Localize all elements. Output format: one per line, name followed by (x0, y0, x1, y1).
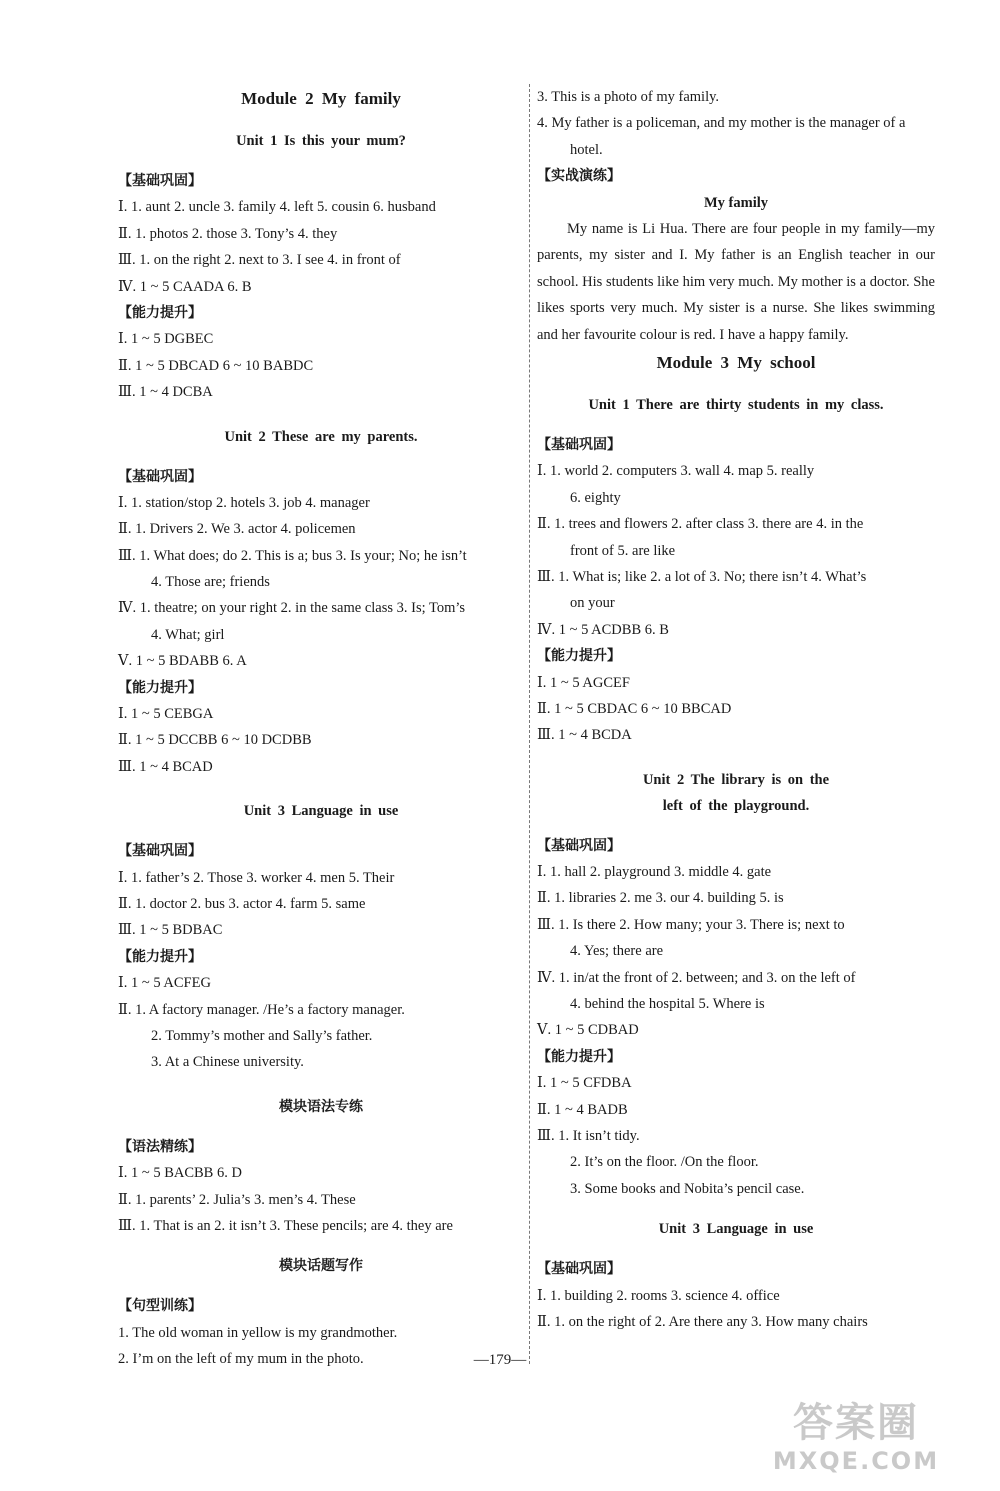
answer-line: Ⅰ. 1 ~ 5 DGBEC (118, 331, 214, 348)
module-2-title: Module 2 My family (241, 89, 401, 108)
answer-line: Ⅲ. 1. That is an 2. it isn’t 3. These pencils; are 4. they are (118, 1217, 453, 1234)
answer-line: Ⅱ. 1. parents’ 2. Julia’s 3. men’s 4. These (118, 1191, 356, 1208)
answer-line: Ⅲ. 1 ~ 5 BDBAC (118, 922, 223, 939)
answer-line: Ⅱ. 1 ~ 4 BADB (537, 1101, 628, 1118)
answer-line: Ⅰ. 1. father’s 2. Those 3. worker 4. men 5. Their (118, 869, 395, 886)
answer-line: Ⅰ. 1. hall 2. playground 3. middle 4. gate (537, 864, 772, 881)
answer-line: Ⅱ. 1. photos 2. those 3. Tony’s 4. they (118, 225, 338, 242)
answer-line: 2. I’m on the left of my mum in the photo. (118, 1351, 364, 1368)
answer-line: 2. It’s on the floor. /On the floor. (570, 1154, 759, 1171)
answer-line: Ⅴ. 1 ~ 5 CDBAD (537, 1022, 639, 1039)
unit-2-title: Unit 2 These are my parents. (224, 428, 418, 445)
answer-line: Ⅰ. 1 ~ 5 CFDBA (537, 1075, 632, 1092)
answer-line: 4. My father is a policeman, and my mother is the manager of a (537, 115, 906, 132)
answer-line: Ⅳ. 1 ~ 5 ACDBB 6. B (537, 621, 669, 638)
watermark-text: 答案圈 (793, 1400, 919, 1446)
section-label: 【基础巩固】 (118, 843, 202, 860)
answer-line: Ⅲ. 1. It isn’t tidy. (537, 1127, 640, 1144)
answer-line: front of 5. are like (570, 542, 676, 559)
section-label: 【基础巩固】 (537, 837, 621, 854)
section-label: 【能力提升】 (537, 1048, 621, 1065)
answer-line: hotel. (570, 141, 603, 158)
answer-line: 4. Yes; there are (570, 943, 664, 960)
page-number: —179— (473, 1352, 527, 1368)
section-label: 【基础巩固】 (537, 1261, 621, 1278)
unit-1-title: Unit 1 Is this your mum? (236, 133, 406, 149)
watermark-logo (736, 1400, 976, 1482)
answer-line: Ⅰ. 1 ~ 5 CEBGA (118, 706, 214, 723)
answer-line: Ⅲ. 1. What is; like 2. a lot of 3. No; there isn’t 4. What’s (537, 568, 867, 585)
answer-line: Ⅴ. 1 ~ 5 BDABB 6. A (118, 653, 247, 670)
answer-line: on your (570, 595, 615, 612)
unit-3-title: Unit 3 Language in use (243, 803, 399, 820)
section-label: 【基础巩固】 (118, 468, 202, 485)
answer-line: Ⅲ. 1 ~ 4 DCBA (118, 384, 213, 401)
answer-line: Ⅱ. 1. doctor 2. bus 3. actor 4. farm 5. same (118, 895, 366, 912)
section-label: 【语法精练】 (118, 1138, 202, 1155)
answer-line: Ⅱ. 1 ~ 5 CBDAC 6 ~ 10 BBCAD (537, 700, 732, 717)
right-column (537, 84, 935, 1335)
answer-line: Ⅳ. 1. in/at the front of 2. between; and 3. on the left of (537, 969, 856, 986)
answer-line: Ⅲ. 1. What does; do 2. This is a; bus 3. Is your; No; he isn’t (118, 547, 467, 564)
answer-line: Ⅱ. 1. on the right of 2. Are there any 3. How many chairs (537, 1313, 868, 1330)
essay-paragraph: My name is Li Hua. There are four people in my family—my parents, my sister and I. My father is an English teacher in our school. His students like him very much. My mother is a doctor. She likes sports very much. My sister is a nurse. She likes swimming and her favourite colour is red. I have a happy family. (537, 220, 935, 343)
answer-line: Ⅲ. 1 ~ 4 BCDA (537, 727, 632, 744)
answer-line: 4. Those are; friends (151, 574, 270, 591)
answer-line: Ⅱ. 1 ~ 5 DCCBB 6 ~ 10 DCDBB (118, 732, 312, 749)
answer-line: 3. This is a photo of my family. (537, 89, 720, 105)
answer-line: Ⅱ. 1 ~ 5 DBCAD 6 ~ 10 BABDC (118, 357, 314, 374)
answer-line: Ⅳ. 1 ~ 5 CAADA 6. B (118, 278, 252, 295)
answer-line: 6. eighty (570, 489, 621, 506)
module-3-title: Module 3 My school (656, 352, 816, 372)
answer-line: Ⅳ. 1. theatre; on your right 2. in the same class 3. Is; Tom’s (118, 600, 466, 617)
answer-line: Ⅱ. 1. Drivers 2. We 3. actor 4. policemen (118, 521, 356, 538)
answer-line: Ⅲ. 1. Is there 2. How many; your 3. There is; next to (537, 916, 845, 933)
unit-1-title: Unit 1 There are thirty students in my class. (588, 396, 884, 413)
watermark-url: MXQE.COM (772, 1447, 940, 1475)
answer-line: Ⅱ. 1. trees and flowers 2. after class 3. there are 4. in the (537, 516, 864, 533)
section-label: 【基础巩固】 (537, 436, 621, 453)
section-label: 【句型训练】 (118, 1298, 202, 1315)
answer-line: Ⅰ. 1. world 2. computers 3. wall 4. map 5. really (537, 463, 815, 480)
answer-line: Ⅰ. 1. station/stop 2. hotels 3. job 4. manager (118, 494, 370, 511)
section-label: 【能力提升】 (118, 679, 202, 696)
section-label: 【能力提升】 (537, 648, 621, 665)
answer-line: 1. The old woman in yellow is my grandmother. (118, 1324, 398, 1341)
answer-line: 4. behind the hospital 5. Where is (570, 996, 765, 1013)
answer-line: 2. Tommy’s mother and Sally’s father. (151, 1027, 373, 1044)
section-label: 【能力提升】 (118, 948, 202, 965)
answer-line: Ⅰ. 1. aunt 2. uncle 3. family 4. left 5. cousin 6. husband (118, 199, 436, 216)
answer-line: 3. Some books and Nobita’s pencil case. (570, 1180, 805, 1197)
unit-2-title: Unit 2 The library is on the (642, 771, 830, 788)
answer-line: Ⅱ. 1. A factory manager. /He’s a factory manager. (118, 1001, 405, 1018)
grammar-practice-title: 模块语法专练 (279, 1098, 363, 1115)
answer-line: Ⅱ. 1. libraries 2. me 3. our 4. building 5. is (537, 890, 784, 907)
section-label: 【基础巩固】 (118, 173, 202, 189)
essay-title: My family (703, 194, 769, 211)
unit-3-title: Unit 3 Language in use (658, 1221, 814, 1238)
section-label: 【能力提升】 (118, 304, 202, 321)
answer-line: Ⅲ. 1 ~ 4 BCAD (118, 758, 213, 775)
left-column (118, 84, 524, 1372)
answer-line: Ⅰ. 1 ~ 5 ACFEG (118, 975, 211, 992)
column-divider (529, 84, 530, 1364)
topic-writing-title: 模块话题写作 (279, 1258, 363, 1275)
answer-line: Ⅰ. 1 ~ 5 AGCEF (537, 674, 630, 691)
answer-line: 4. What; girl (151, 626, 225, 643)
answer-line: Ⅰ. 1. building 2. rooms 3. science 4. office (537, 1287, 780, 1304)
answer-line: Ⅲ. 1. on the right 2. next to 3. I see 4. in front of (118, 252, 401, 269)
answer-line: 3. At a Chinese university. (151, 1054, 304, 1071)
section-label: 【实战演练】 (537, 168, 621, 185)
unit-2-title-cont: left of the playground. (662, 797, 810, 814)
answer-line: Ⅰ. 1 ~ 5 BACBB 6. D (118, 1165, 242, 1182)
